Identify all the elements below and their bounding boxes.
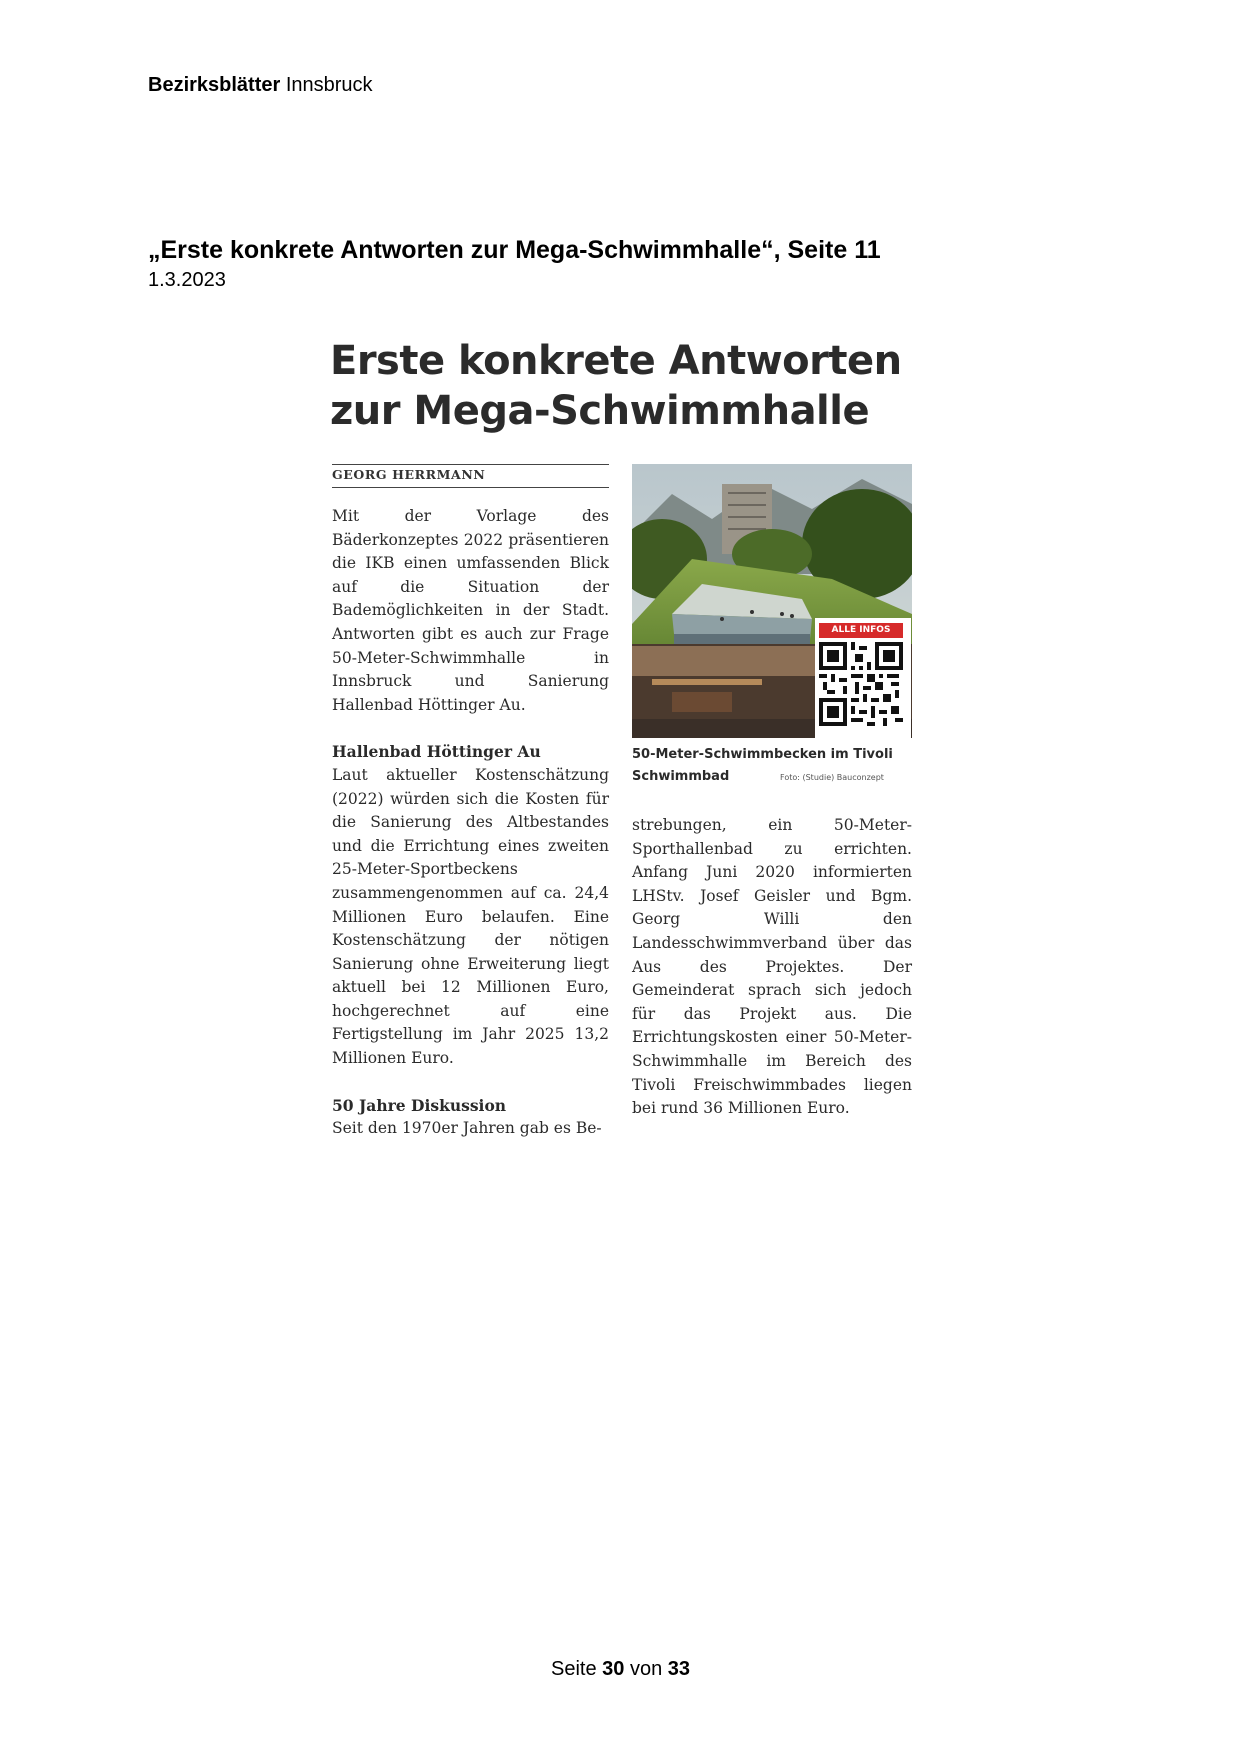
paragraph-costs: Laut aktueller Kostenschätzung (2022) würden sich die Kosten für die Sanierung des Altbestandes und die Errichtung eines zweiten 25-Meter-Sportbeckens zusammengenommen auf ca. 24,4 Millionen Euro belaufen. Eine Kostenschätzung der nötigen Sanierung ohne Erweiterung liegt aktuell bei 12 Millionen Euro, hochgerechnet auf eine Fertigstellung im Jahr 2025 13,2 Millionen Euro. bbox=[332, 765, 609, 1068]
byline-rule-bottom bbox=[332, 487, 609, 488]
paragraph-history-start: Seit den 1970er Jahren gab es Be- bbox=[332, 1119, 602, 1138]
publication-region: Innsbruck bbox=[280, 74, 373, 96]
photo-caption: 50-Meter-Schwimmbecken im Tivoli Schwimmbad bbox=[632, 747, 893, 784]
publication-name: Bezirksblätter bbox=[148, 74, 281, 96]
footer-prefix: Seite bbox=[550, 1658, 603, 1680]
paragraph-history-continued: strebungen, ein 50-Meter-Sporthallenbad zu errichten. Anfang Juni 2020 informierten LHStv. Josef Geisler und Bgm. Georg Willi den Landesschwimmverband über das Aus des Projektes. Der Gemeinderat sprach sich jedoch für das Projekt aus. Die Errichtungskosten einer 50-Meter-Schwimmhalle im Bereich des Tivoli Freischwimmbades liegen bei rund 36 Millionen Euro. bbox=[632, 816, 912, 1118]
subheading-hallenbad: Hallenbad Höttinger Au bbox=[332, 742, 541, 762]
headline-line-1: Erste konkrete Antworten bbox=[330, 338, 902, 384]
qr-label: ALLE INFOS bbox=[819, 623, 903, 638]
qr-badge bbox=[815, 618, 911, 738]
qr-code-icon bbox=[819, 642, 903, 726]
footer-middle: von bbox=[624, 1658, 668, 1680]
document-date: 1.3.2023 bbox=[148, 269, 226, 291]
intro-paragraph: Mit der Vorlage des Bäderkonzeptes 2022 präsentieren die IKB einen umfassenden Blick auf die Situation der Bademöglichkeiten in der Stadt. Antworten gibt es auch zur Frage 50-Meter-Schwimmhalle in Innsbruck und Sanierung Hallenbad Höttinger Au. bbox=[332, 507, 609, 714]
page-footer bbox=[0, 1658, 1241, 1681]
footer-total-pages: 33 bbox=[667, 1658, 690, 1680]
subheading-diskussion: 50 Jahre Diskussion bbox=[332, 1095, 507, 1115]
headline-line-2: zur Mega-Schwimmhalle bbox=[330, 388, 870, 434]
clipping-headline bbox=[330, 336, 930, 436]
byline-rule-top bbox=[332, 464, 609, 465]
article-column-2 bbox=[632, 814, 912, 1121]
document-title: „Erste konkrete Antworten zur Mega-Schwimmhalle“, Seite 11 bbox=[148, 236, 881, 264]
article-column-1 bbox=[332, 505, 609, 1141]
photo-credit: Foto: (Studie) Bauconzept bbox=[780, 773, 884, 782]
byline: GEORG HERRMANN bbox=[332, 467, 486, 482]
publication-header bbox=[148, 74, 373, 97]
footer-current-page: 30 bbox=[602, 1658, 625, 1680]
